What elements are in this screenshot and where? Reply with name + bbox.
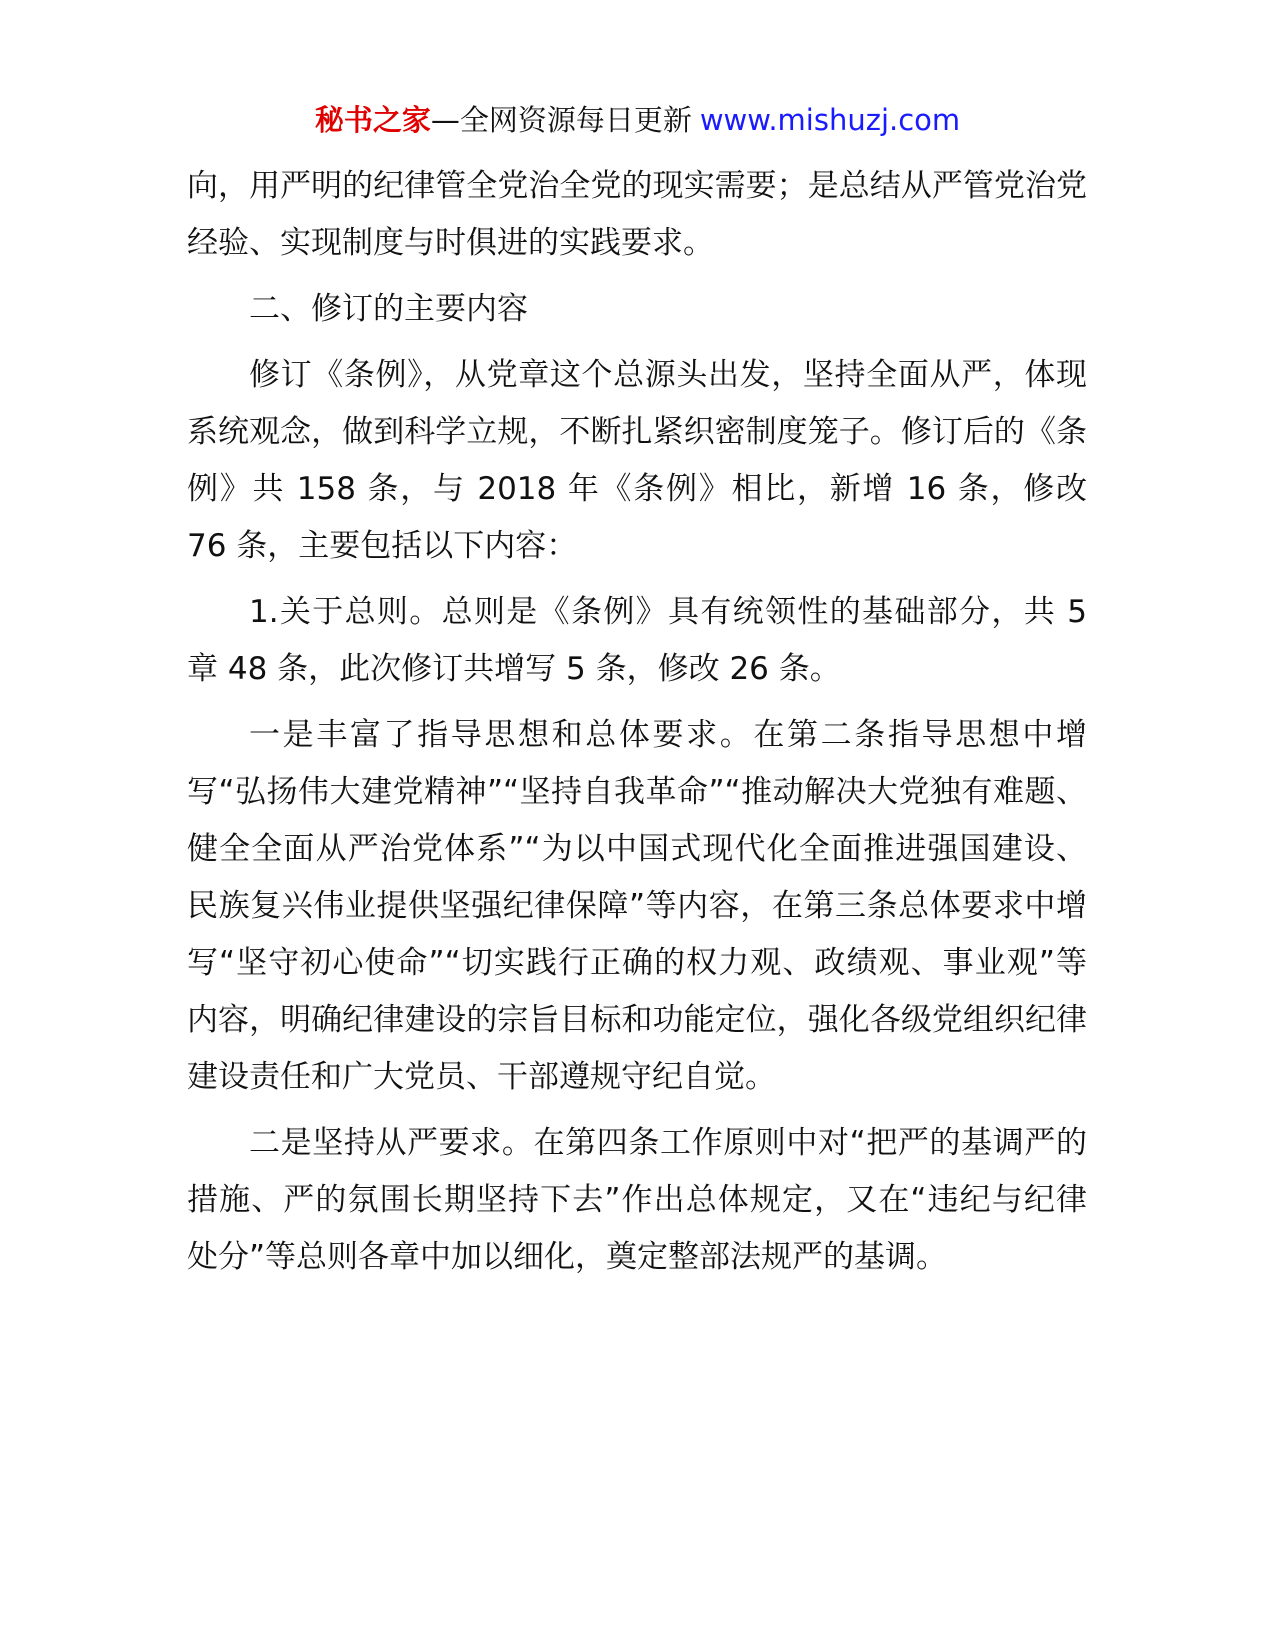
site-header (0, 100, 1275, 140)
paragraph: 一是丰富了指导思想和总体要求。在第二条指导思想中增写“弘扬伟大建党精神”“坚持自我革命”“推动解决大党独有难题、健全全面从严治党体系”“为以中国式现代化全面推进强国建设、民族复兴伟业提供坚强纪律保障”等内容，在第三条总体要求中增写“坚守初心使命”“切实践行正确的权力观、政绩观、事业观”等内容，明确纪律建设的宗旨目标和功能定位，强化各级党组织纪律建设责任和广大党员、干部遵规守纪自觉。 (187, 717, 1087, 1095)
paragraph-continuation: 向，用严明的纪律管全党治全党的现实需要；是总结从严管党治党经验、实现制度与时俱进的实践要求。 (187, 168, 1087, 261)
brand-name: 秘书之家 (314, 103, 431, 137)
paragraph: 二是坚持从严要求。在第四条工作原则中对“把严的基调严的措施、严的氛围长期坚持下去”作出总体规定，又在“违纪与纪律处分”等总则各章中加以细化，奠定整部法规严的基调。 (187, 1125, 1087, 1275)
header-tagline: —全网资源每日更新 (430, 103, 692, 137)
paragraph: 1.关于总则。总则是《条例》具有统领性的基础部分，共 5 章 48 条，此次修订共增写 5 条，修改 26 条。 (187, 594, 1087, 687)
document-body (187, 158, 1087, 1295)
site-url-link[interactable]: www.mishuzj.com (699, 103, 961, 137)
paragraph: 修订《条例》，从党章这个总源头出发，坚持全面从严，体现系统观念，做到科学立规，不断扎紧织密制度笼子。修订后的《条例》共 158 条，与 2018 年《条例》相比，新增 16 条，修改 76 条，主要包括以下内容： (187, 357, 1087, 564)
section-heading: 二、修订的主要内容 (249, 291, 528, 327)
